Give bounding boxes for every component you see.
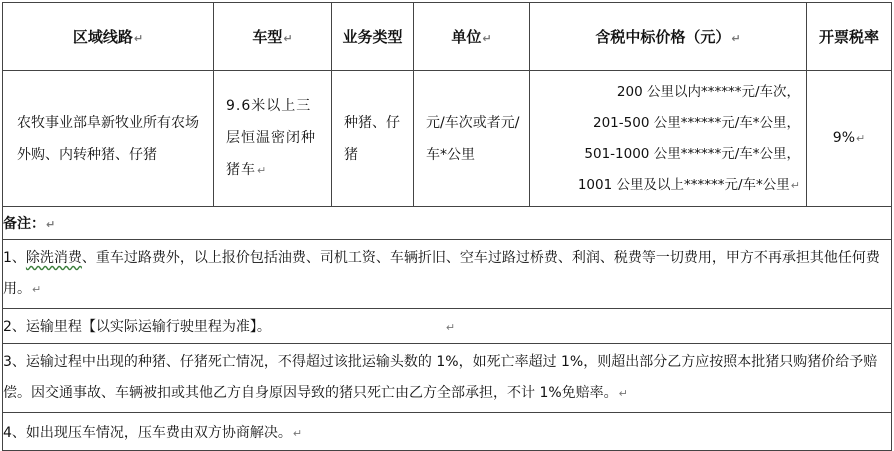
cell-vehicle: 9.6米以上三层恒温密闭种猪车↵	[214, 71, 332, 207]
note-item-3: 3、运输过程中出现的种猪、仔猪死亡情况，不得超过该批运输头数的 1%，如死亡率超过 1%，则超出部分乙方应按照本批猪只购猪价给予赔偿。因交通事故、车辆被扣或其他乙方自身原因导致的猪只死亡由乙方全部承担，不计 1%免赔率。↵	[3, 344, 892, 413]
note-item-1: 1、除洗消费、重车过路费外，以上报价包括油费、司机工资、车辆折旧、空车过路过桥费、利润、税费等一切费用，甲方不再承担其他任何费用。↵	[3, 240, 892, 309]
note-item-2: 2、运输里程【以实际运输行驶里程为准】。 ↵	[3, 309, 892, 344]
data-row	[3, 71, 892, 207]
note-row-1	[3, 240, 892, 309]
notes-heading: 备注：↵	[3, 207, 892, 240]
header-price: 含税中标价格（元）↵	[530, 3, 807, 71]
note-row-4	[3, 413, 892, 451]
header-vehicle: 车型↵	[214, 3, 332, 71]
price-line: 501-1000 公里******元/车*公里，	[584, 145, 800, 162]
cell-business: 种猪、仔猪	[332, 71, 414, 207]
wavy-underlined-text: 除洗消费	[25, 250, 82, 266]
note-row-2	[3, 309, 892, 344]
header-row	[3, 3, 892, 71]
header-tax: 开票税率	[807, 3, 892, 71]
cell-unit: 元/车次或者元/车*公里	[414, 71, 530, 207]
cell-tax: 9%↵	[807, 71, 892, 207]
price-line: 201-500 公里******元/车*公里，	[593, 114, 800, 131]
cell-prices	[530, 71, 807, 207]
price-line: 1001 公里及以上******元/车*公里↵	[577, 176, 800, 193]
price-list	[530, 77, 806, 201]
header-route: 区域线路↵	[3, 3, 214, 71]
note-row-3	[3, 344, 892, 413]
header-unit: 单位↵	[414, 3, 530, 71]
cell-route: 农牧事业部阜新牧业所有农场外购、内转种猪、仔猪	[3, 71, 214, 207]
bid-price-table	[2, 2, 892, 451]
notes-heading-row	[3, 207, 892, 240]
note-item-4: 4、如出现压车情况，压车费由双方协商解决。↵	[3, 413, 892, 451]
price-line: 200 公里以内******元/车次，	[616, 83, 800, 100]
header-business: 业务类型	[332, 3, 414, 71]
